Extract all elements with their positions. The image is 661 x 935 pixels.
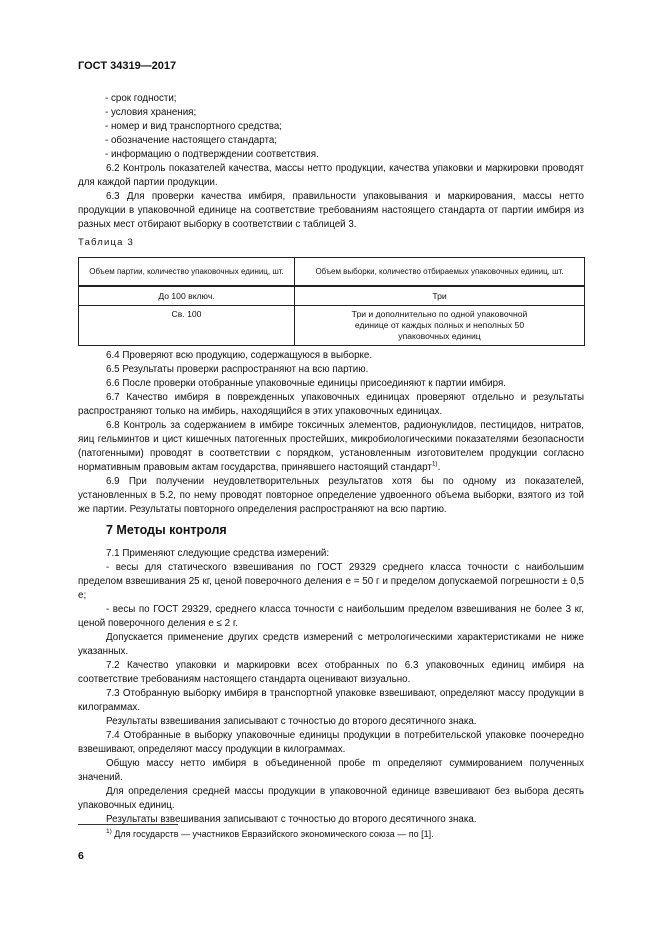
table-row xyxy=(79,286,585,305)
list-item: - информацию о подтверждении соответствия. xyxy=(105,149,319,160)
page-number: 6 xyxy=(78,850,84,862)
sampling-table xyxy=(78,257,585,346)
table-header-cell: Объем выборки, количество отбираемых упаковочных единиц, шт. xyxy=(295,258,585,287)
marking-list xyxy=(105,92,319,162)
list-item: - условия хранения; xyxy=(105,107,197,118)
paragraph-7-1-note: Допускается применение других средств измерений с метрологическими характеристиками не ниже указанных. xyxy=(78,632,584,657)
table-cell: Три и дополнительно по одной упаковочной единице от каждых полных и неполных 50 упаковочных единиц xyxy=(295,305,585,345)
paragraph-6-3: 6.3 Для проверки качества имбиря, правильности упаковывания и маркирования, массы нетто продукции в упаковочной единице на соответствие требованиям настоящего стандарта от партии имбиря из разных мест отбирают выборку в соответствии с таблицей 3. xyxy=(78,191,584,230)
table-cell: До 100 включ. xyxy=(79,286,295,305)
footnote-text: Для государств — участников Евразийского экономического союза — по [1]. xyxy=(114,829,434,839)
paragraph-7-4-result: Результаты взвешивания записывают с точностью до второго десятичного знака. xyxy=(106,814,477,825)
paragraph-7-4-average: Для определения средней массы продукции в упаковочной единице взвешивают без выбора десять упаковочных единиц. xyxy=(78,786,584,811)
document-header: ГОСТ 34319—2017 xyxy=(78,60,177,72)
paragraph-6-4: 6.4 Проверяют всю продукцию, содержащуюся в выборке. xyxy=(106,350,373,361)
table-header-row xyxy=(79,258,585,287)
table-cell: Три xyxy=(295,286,585,305)
table-header-cell: Объем партии, количество упаковочных единиц, шт. xyxy=(79,258,295,287)
paragraph-7-1: 7.1 Применяют следующие средства измерений: xyxy=(106,548,330,559)
paragraph-7-1-scales-a: - весы для статического взвешивания по ГОСТ 29329 среднего класса точности с наибольшим пределом взвешивания 25 кг, ценой поверочного деления е = 50 г и пределом допускаемой погрешности ± 0,5 е; xyxy=(78,562,584,601)
list-item: - обозначение настоящего стандарта; xyxy=(105,135,278,146)
footnote-ref: 1) xyxy=(431,460,438,468)
footnote-mark: 1) xyxy=(106,828,112,835)
paragraph-7-2: 7.2 Качество упаковки и маркировки всех отобранных по 6.3 упаковочных единиц имбиря на соответствие требованиям настоящего стандарта оценивают визуально. xyxy=(78,660,584,685)
paragraph-7-3-result: Результаты взвешивания записывают с точностью до второго десятичного знака. xyxy=(106,716,477,727)
paragraph-7-3: 7.3 Отобранную выборку имбиря в транспортной упаковке взвешивают, определяют массу продукции в килограммах. xyxy=(78,688,584,713)
table-caption: Таблица 3 xyxy=(78,237,134,248)
paragraph-6-8-text: 6.8 Контроль за содержанием в имбире токсичных элементов, радионуклидов, пестицидов, нитратов, яиц гельминтов и цист кишечных патогенных простейших, микробиологическими показателями безопасности (патогенными) проводят в соответствии с порядком, установленным изготовителем продукции согласно нормативным правовым актам государства, принявшего настоящий стандарт xyxy=(78,420,584,473)
paragraph-7-4: 7.4 Отобранные в выборку упаковочные единицы продукции в потребительской упаковке поочередно взвешивают, определяют массу продукции в килограммах. xyxy=(78,730,584,755)
paragraph-6-2: 6.2 Контроль показателей качества, массы нетто продукции, качества упаковки и маркировки проводят для каждой партии продукции. xyxy=(78,163,584,188)
paragraph-6-6: 6.6 После проверки отобранные упаковочные единицы присоединяют к партии имбиря. xyxy=(106,378,506,389)
footnote-divider xyxy=(78,824,178,825)
paragraph-6-8: 6.8 Контроль за содержанием в имбире токсичных элементов, радионуклидов, пестицидов, нитратов, яиц гельминтов и цист кишечных патогенных простейших, микробиологическими показателями безопасности (патогенными) проводят в соответствии с порядком, установленным изготовителем продукции согласно нормативным правовым актам государства, принявшего настоящий стандарт$^{1)}$. xyxy=(78,420,584,473)
paragraph-7-4-total: Общую массу нетто имбиря в объединенной пробе m определяют суммированием полученных значений. xyxy=(78,758,584,783)
table-row xyxy=(79,305,585,345)
section-7-heading: 7 Методы контроля xyxy=(106,523,227,537)
paragraph-7-1-scales-b: - весы по ГОСТ 29329, среднего класса точности с наибольшим пределом взвешивания не более 3 кг, ценой поверочного деления е ≤ 2 г. xyxy=(78,604,584,629)
list-item: - срок годности; xyxy=(105,93,177,104)
paragraph-6-5: 6.5 Результаты проверки распространяют на всю партию. xyxy=(106,364,369,375)
list-item: - номер и вид транспортного средства; xyxy=(105,121,283,132)
paragraph-6-7: 6.7 Качество имбиря в поврежденных упаковочных единицах проверяют отдельно и результаты распространяют только на имбирь, находящийся в этих упаковочных единицах. xyxy=(78,392,584,417)
paragraph-6-9: 6.9 При получении неудовлетворительных результатов хотя бы по одному из показателей, установленных в 5.2, по нему проводят повторное определение удвоенного объема выборки, взятого из той же партии. Результаты повторного определения распространяют на всю партию. xyxy=(78,476,584,515)
table-cell: Св. 100 xyxy=(79,305,295,345)
footnote xyxy=(106,829,434,839)
